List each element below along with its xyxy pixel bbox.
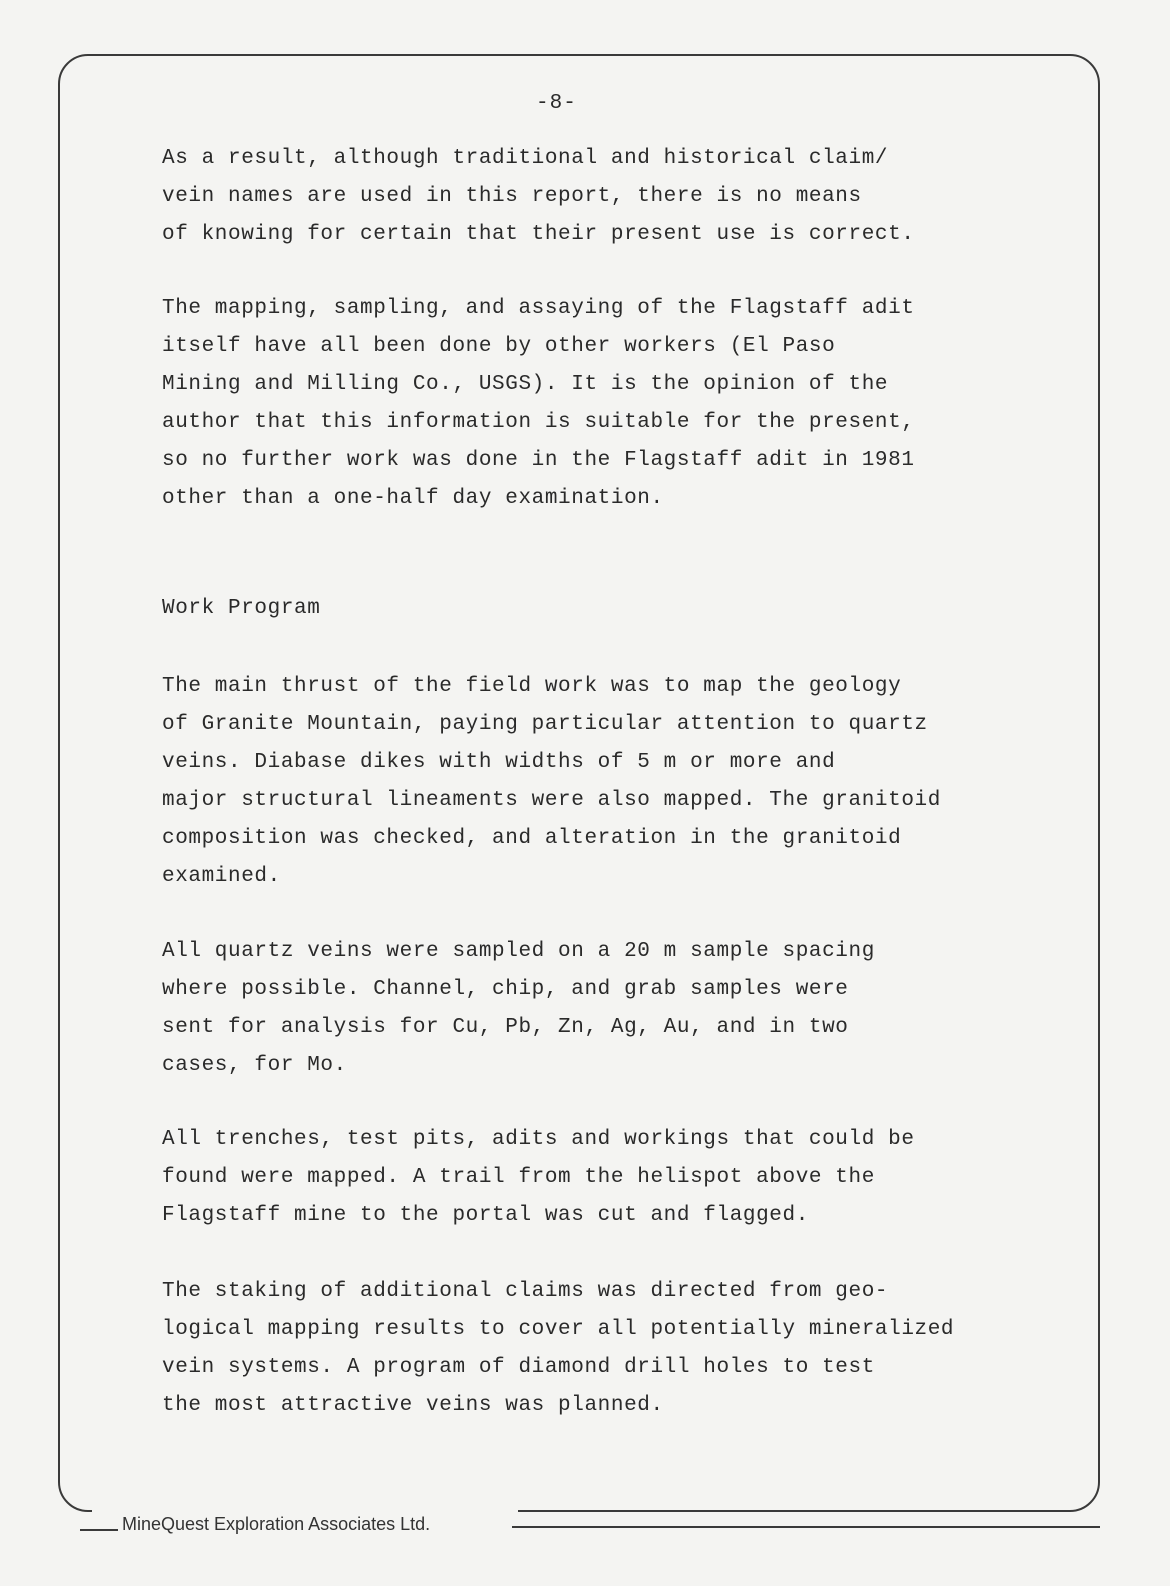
text-line: other than a one-half day examination. [162,487,664,510]
text-line: The staking of additional claims was directed from geo- [162,1280,889,1303]
paragraph-sampling [162,933,1072,1085]
text-line: The main thrust of the field work was to map the geology [162,675,902,698]
paragraph-trenches [162,1121,1072,1235]
section-heading-work-program: Work Program [162,597,321,620]
footer-rule-left [80,1529,118,1531]
footer-rule-right [512,1526,1100,1528]
text-line: Flagstaff mine to the portal was cut and flagged. [162,1204,809,1227]
text-line: sent for analysis for Cu, Pb, Zn, Ag, Au, and in two [162,1016,849,1039]
paragraph-staking [162,1273,1072,1425]
paragraph-claim-names [162,140,1072,254]
text-line: itself have all been done by other workers (El Paso [162,335,836,358]
text-line: Mining and Milling Co., USGS). It is the opinion of the [162,373,889,396]
text-line: of Granite Mountain, paying particular attention to quartz [162,713,928,736]
text-line: As a result, although traditional and historical claim/ [162,147,889,170]
text-line: All trenches, test pits, adits and workings that could be [162,1128,915,1151]
page-number: -8- [536,92,577,115]
text-line: examined. [162,865,281,888]
text-line: so no further work was done in the Flagstaff adit in 1981 [162,449,915,472]
text-line: where possible. Channel, chip, and grab samples were [162,978,849,1001]
text-line: vein systems. A program of diamond drill holes to test [162,1356,875,1379]
paragraph-flagstaff-adit [162,290,1072,518]
text-line: of knowing for certain that their present use is correct. [162,223,915,246]
text-line: All quartz veins were sampled on a 20 m sample spacing [162,940,875,963]
text-line: cases, for Mo. [162,1054,347,1077]
footer-company-name: MineQuest Exploration Associates Ltd. [122,1514,431,1534]
text-line: The mapping, sampling, and assaying of the Flagstaff adit [162,297,915,320]
text-line: major structural lineaments were also mapped. The granitoid [162,789,941,812]
text-line: veins. Diabase dikes with widths of 5 m or more and [162,751,836,774]
text-line: found were mapped. A trail from the helispot above the [162,1166,875,1189]
text-line: author that this information is suitable for the present, [162,411,915,434]
text-line: composition was checked, and alteration in the granitoid [162,827,902,850]
text-line: vein names are used in this report, there is no means [162,185,862,208]
text-line: logical mapping results to cover all potentially mineralized [162,1318,955,1341]
paragraph-field-work [162,668,1072,896]
text-line: the most attractive veins was planned. [162,1394,664,1417]
